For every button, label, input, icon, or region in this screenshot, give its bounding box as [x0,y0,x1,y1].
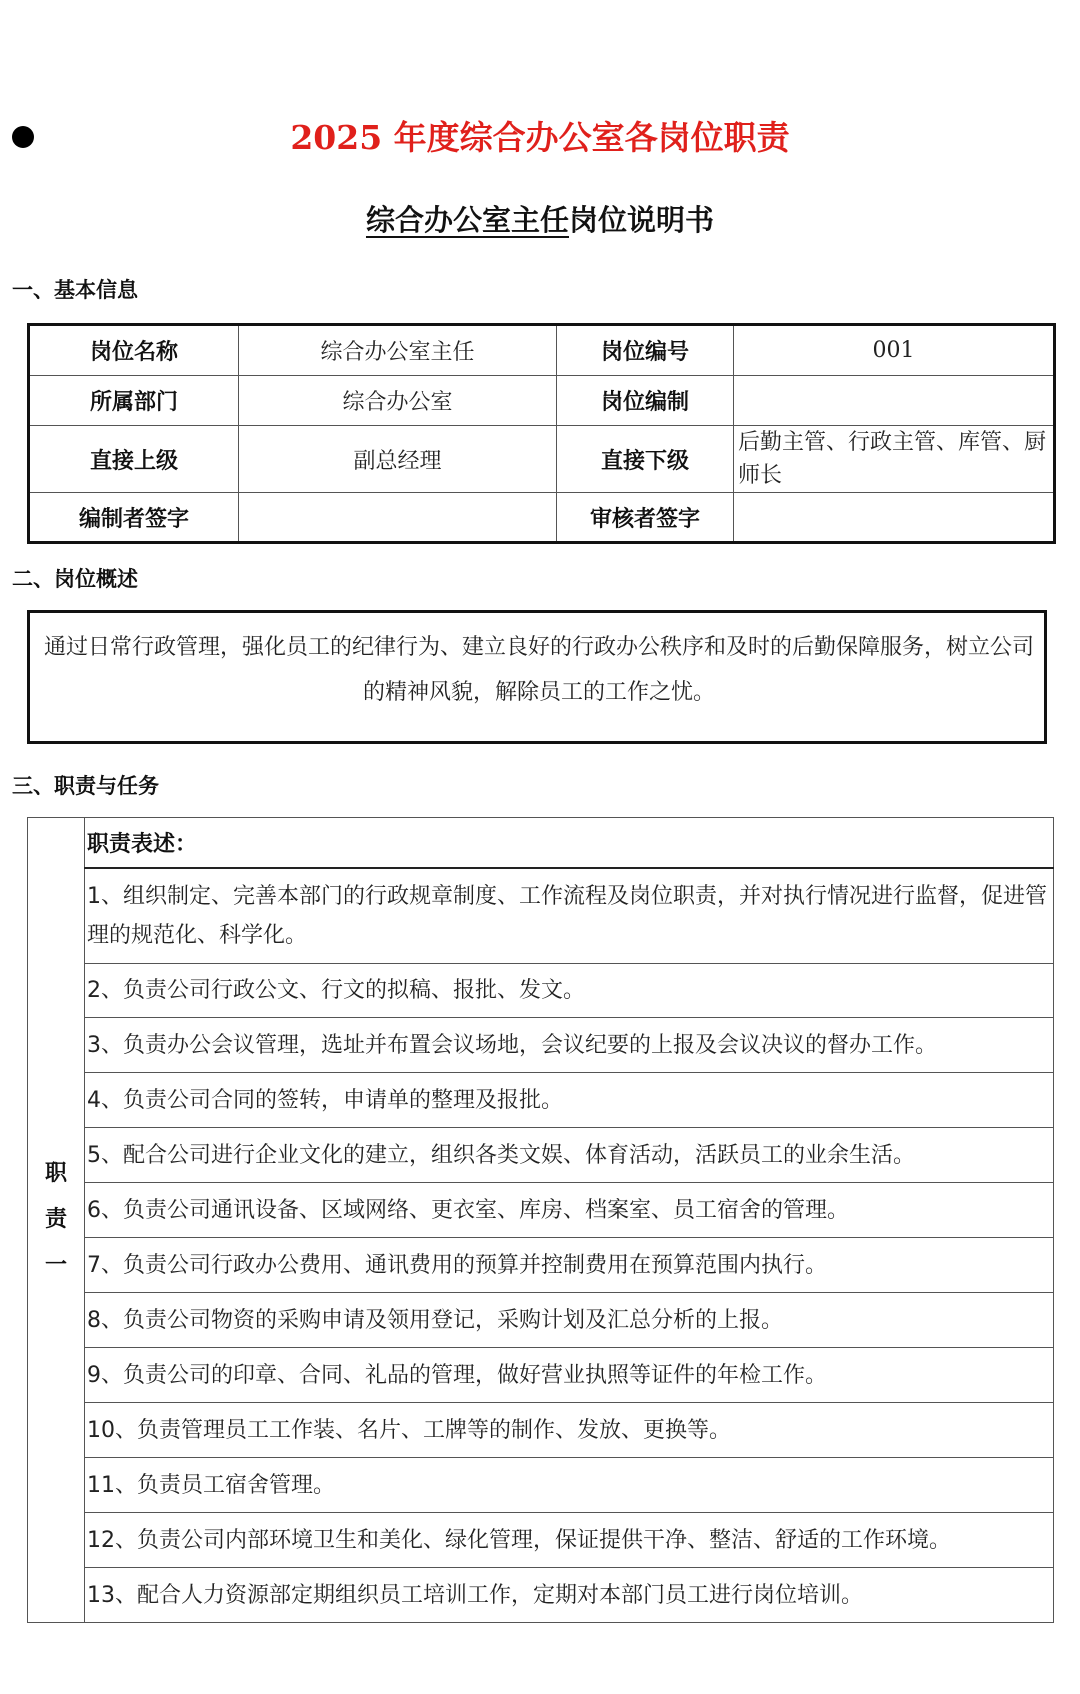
reviewer-sign-value [734,493,1055,543]
duty-row [28,1128,1054,1183]
duty-item: 13、配合人力资源部定期组织员工培训工作，定期对本部门员工进行岗位培训。 [85,1568,1054,1623]
position-name-value: 综合办公室主任 [239,325,557,376]
headcount-label: 岗位编制 [557,376,734,426]
duty-row [28,1238,1054,1293]
duty-item: 8、负责公司物资的采购申请及领用登记，采购计划及汇总分析的上报。 [85,1293,1054,1348]
subordinate-label: 直接下级 [557,426,734,493]
headcount-value [734,376,1055,426]
info-row [29,376,1055,426]
duties-table [27,817,1054,1623]
duty-item: 11、负责员工宿舍管理。 [85,1458,1054,1513]
duty-item: 12、负责公司内部环境卫生和美化、绿化管理，保证提供干净、整洁、舒适的工作环境。 [85,1513,1054,1568]
duty-row [28,1018,1054,1073]
duty-item: 7、负责公司行政办公费用、通讯费用的预算并控制费用在预算范围内执行。 [85,1238,1054,1293]
duty-item: 2、负责公司行政公文、行文的拟稿、报批、发文。 [85,964,1054,1018]
duty-item: 1、组织制定、完善本部门的行政规章制度、工作流程及岗位职责，并对执行情况进行监督，促进管理的规范化、科学化。 [85,868,1054,964]
duty-row [28,1348,1054,1403]
job-title-rest: 岗位说明书 [569,203,715,237]
duty-row [28,1513,1054,1568]
side-label-char: 一 [44,1253,67,1278]
job-description-title [0,198,1080,239]
author-sign-label: 编制者签字 [29,493,239,543]
position-name-label: 岗位名称 [29,325,239,376]
duty-item: 4、负责公司合同的签转，申请单的整理及报批。 [85,1073,1054,1128]
superior-label: 直接上级 [29,426,239,493]
position-code-value: 001 [734,325,1055,376]
department-value: 综合办公室 [239,376,557,426]
section-duties: 三、职责与任务 [12,774,159,798]
duties-side-label [28,818,85,1623]
duty-item: 10、负责管理员工工作装、名片、工牌等的制作、发放、更换等。 [85,1403,1054,1458]
duty-row [28,1568,1054,1623]
duties-header-row [28,818,1054,868]
duties-header: 职责表述： [85,818,1054,868]
info-row [29,493,1055,543]
section-overview: 二、岗位概述 [12,567,138,591]
duty-row [28,868,1054,964]
side-label-char: 责 [44,1207,67,1232]
job-title-underlined: 综合办公室主任 [365,203,569,237]
basic-info-table [27,323,1056,544]
section-basic-info: 一、基本信息 [12,278,138,302]
duty-row [28,1183,1054,1238]
overview-box: 通过日常行政管理，强化员工的纪律行为、建立良好的行政办公秩序和及时的后勤保障服务，树立公司的精神风貌，解除员工的工作之忧。 [27,610,1047,744]
duty-item: 3、负责办公会议管理，选址并布置会议场地，会议纪要的上报及会议决议的督办工作。 [85,1018,1054,1073]
info-row [29,426,1055,493]
duty-row [28,1458,1054,1513]
superior-value: 副总经理 [239,426,557,493]
duty-row [28,1073,1054,1128]
department-label: 所属部门 [29,376,239,426]
duty-item: 6、负责公司通讯设备、区域网络、更衣室、库房、档案室、员工宿舍的管理。 [85,1183,1054,1238]
side-label-char: 职 [44,1161,67,1186]
duty-row [28,964,1054,1018]
document-title: 2025 年度综合办公室各岗位职责 [290,118,790,157]
duty-item: 5、配合公司进行企业文化的建立，组织各类文娱、体育活动，活跃员工的业余生活。 [85,1128,1054,1183]
author-sign-value [239,493,557,543]
duty-row [28,1293,1054,1348]
duty-row [28,1403,1054,1458]
info-row [29,325,1055,376]
duty-item: 9、负责公司的印章、合同、礼品的管理，做好营业执照等证件的年检工作。 [85,1348,1054,1403]
position-code-label: 岗位编号 [557,325,734,376]
subordinate-value: 后勤主管、行政主管、库管、厨师长 [734,426,1055,493]
reviewer-sign-label: 审核者签字 [557,493,734,543]
